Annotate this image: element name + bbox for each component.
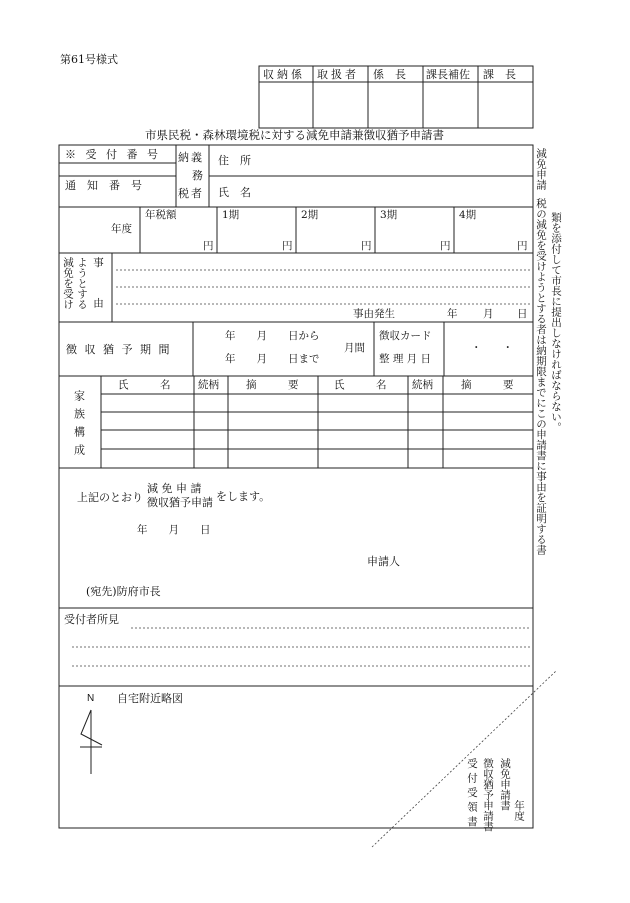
receiver-opinion-field[interactable] (131, 612, 529, 668)
name-field[interactable] (260, 178, 530, 206)
collection-card-label: 徴収カード (379, 330, 432, 342)
occurrence-day: 日 (517, 308, 528, 320)
map-title: 自宅附近略図 (117, 692, 183, 705)
reason-label: ようとする (76, 257, 89, 310)
approval-header-5: 課 長 (483, 68, 516, 81)
statement-date: 年 月 日 (137, 524, 211, 536)
name-label: 氏 名 (218, 186, 251, 199)
taxpayer-label: 納義 (178, 151, 204, 164)
occurrence-year: 年 (447, 308, 458, 320)
family-header-note-1: 摘 要 (246, 379, 299, 391)
stub-reduction: 減免申請書 (499, 758, 512, 811)
addressee: (宛先)防府市長 (86, 585, 161, 598)
period-1-label: 1期 (222, 209, 240, 221)
statement-option-deferral: 徴収猶予申請 (147, 496, 213, 509)
side-note: 減免申請 (535, 148, 548, 190)
family-header-name-1: 氏 名 (118, 379, 171, 391)
stub-year: 年度 (513, 800, 526, 821)
occurrence-month: 月 (483, 308, 494, 320)
form-title: 市県民税・森林環境税に対する減免申請兼徴収猶予申請書 (145, 128, 444, 142)
applicant-signature-field[interactable] (405, 550, 529, 570)
family-header-relation-2: 続柄 (412, 379, 433, 391)
family-header-relation-1: 続柄 (198, 379, 219, 391)
deferral-from: 年 月 日から (225, 330, 320, 342)
family-header-note-2: 摘 要 (461, 379, 514, 391)
occurrence-label: 事由発生 (353, 308, 395, 320)
receipt-number-label: ※ 受 付 番 号 (65, 148, 161, 161)
side-note: 税の減免を受けようとする者は納期限までにこの申請書に事由を証明する書 (535, 198, 548, 555)
approval-header-2: 取扱者 (317, 68, 359, 81)
side-note: 類を添付して市長に提出しなければならない。 (550, 212, 563, 433)
statement-option-reduction: 減 免 申 請 (147, 482, 202, 495)
family-label: 家族構成 (72, 390, 86, 462)
north-label: N (87, 693, 95, 704)
period-4-label: 4期 (459, 209, 477, 221)
period-3-yen: 円 (440, 240, 451, 252)
notice-number-label: 通 知 番 号 (65, 179, 142, 192)
statement-suffix: をします。 (216, 490, 271, 503)
arrangement-date-value: ・ ・ (471, 342, 513, 354)
tax-year-label: 年度 (111, 223, 132, 235)
statement-prefix: 上記のとおり (77, 491, 143, 504)
address-field[interactable] (260, 147, 530, 175)
period-4-yen: 円 (517, 240, 528, 252)
receipt-number-field[interactable] (60, 164, 175, 175)
arrangement-date-label: 整 理 月 日 (379, 353, 432, 365)
period-2-label: 2期 (301, 209, 319, 221)
deferral-to: 年 月 日まで (225, 353, 320, 365)
approval-header-1: 収納係 (263, 68, 305, 81)
family-header-name-2: 氏 名 (334, 379, 387, 391)
stub-deferral: 徴収猶予申請書 (482, 758, 495, 832)
reason-label: 事由 (92, 257, 105, 338)
tax-amount-label: 年税額 (145, 209, 177, 221)
notice-number-field[interactable] (60, 193, 175, 206)
taxpayer-label: 税者 (178, 187, 204, 200)
reason-label: 減免を受け (62, 257, 75, 310)
period-2-yen: 円 (361, 240, 372, 252)
tax-amount-yen: 円 (203, 240, 214, 252)
north-arrow-icon (80, 710, 102, 774)
period-3-label: 3期 (380, 209, 398, 221)
taxpayer-label: 務 (192, 169, 203, 182)
approval-header-4: 課長補佐 (426, 68, 470, 81)
applicant-label: 申請人 (367, 555, 400, 568)
reason-field[interactable] (114, 255, 530, 305)
receiver-opinion-label: 受付者所見 (64, 613, 119, 626)
address-label: 住 所 (218, 154, 251, 167)
form-number: 第61号様式 (60, 53, 118, 66)
map-area[interactable] (110, 708, 360, 818)
stub-receipt: 受付受領書 (466, 758, 479, 831)
period-1-yen: 円 (282, 240, 293, 252)
deferral-period-label: 徴 収 猶 予 期 間 (66, 343, 172, 356)
approval-header-3: 係 長 (373, 68, 406, 81)
deferral-months-label: 月間 (344, 342, 365, 354)
